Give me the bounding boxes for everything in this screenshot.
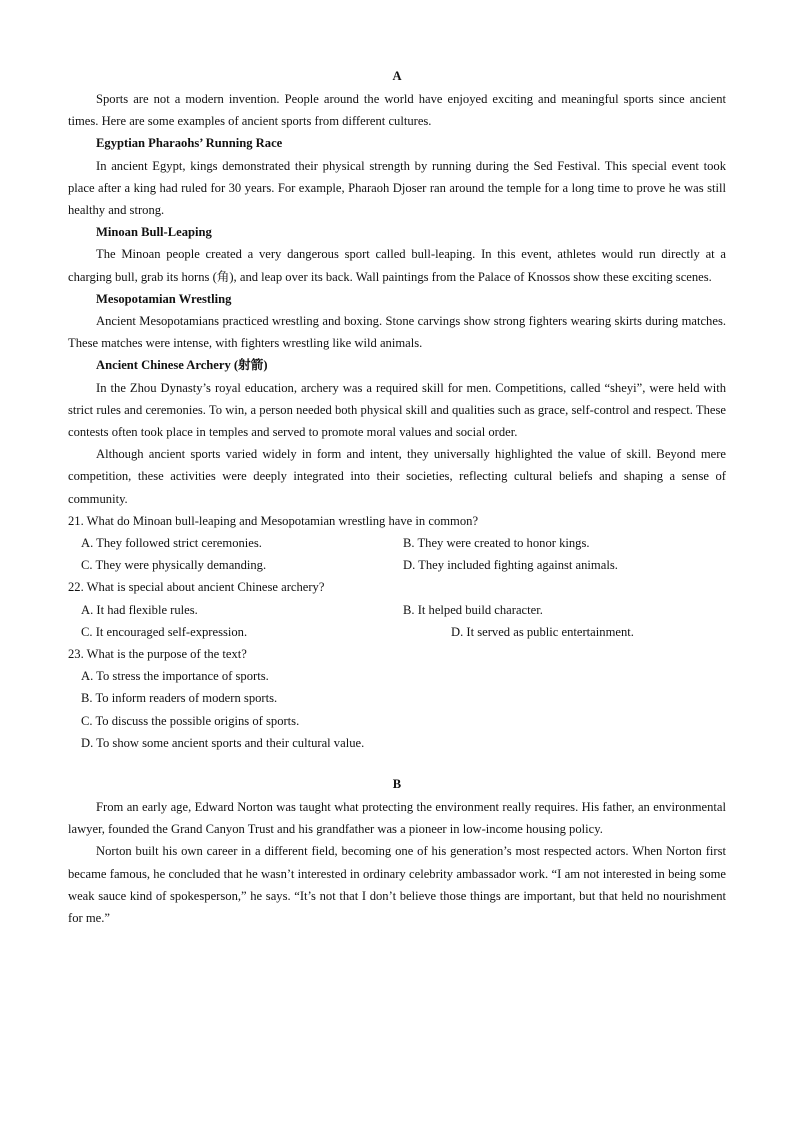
question-23-option-b[interactable]: B. To inform readers of modern sports. xyxy=(81,691,278,706)
question-23-option-c[interactable]: C. To discuss the possible origins of sports. xyxy=(81,713,300,728)
section-title-minoan: Minoan Bull-Leaping xyxy=(96,225,212,240)
passage-a-intro: Sports are not a modern invention. People around the world have enjoyed exciting and meaningful sports since ancient times. Here are some examples of ancient sports from different cultures. xyxy=(68,92,726,129)
section-spacer xyxy=(68,754,726,774)
question-21-option-d[interactable]: D. They included fighting against animals. xyxy=(403,558,618,573)
question-21-option-c[interactable]: C. They were physically demanding. xyxy=(81,558,267,573)
exam-page xyxy=(68,66,726,929)
passage-b-paragraph-1: From an early age, Edward Norton was taught what protecting the environment really requires. His father, an environmental lawyer, founded the Grand Canyon Trust and his grandfather was a pioneer in low-income housing policy. xyxy=(68,800,726,837)
question-23-option-a[interactable]: A. To stress the importance of sports. xyxy=(81,669,269,684)
section-text-egypt: In ancient Egypt, kings demonstrated their physical strength by running during the Sed Festival. This special event took place after a king had ruled for 30 years. For example, Pharaoh Djoser ran around the temple for a long time to prove he was still healthy and strong. xyxy=(68,158,726,218)
passage-a-conclusion: Although ancient sports varied widely in form and intent, they universally highlighted the value of skill. Beyond mere competition, these activities were deeply integrated into their societies, reflecting cultural beliefs and shaping a sense of community. xyxy=(68,447,726,506)
question-22-options-row-2 xyxy=(68,621,726,643)
question-22-option-c[interactable]: C. It encouraged self-expression. xyxy=(81,624,248,639)
section-text-china: In the Zhou Dynasty’s royal education, archery was a required skill for men. Competitions, called “sheyi”, were held with strict rules and ceremonies. To win, a person needed both physical skill and qualities such as grace, self-control and respect. These contests often took place in temples and served to promote moral values and social order. xyxy=(68,380,726,440)
question-21-options-row-2 xyxy=(68,554,726,576)
passage-b-paragraph-2: Norton built his own career in a different field, becoming one of his generation’s most respected actors. When Norton first became famous, he concluded that he wasn’t interested in ordinary celebrity ambassador work. “I am not interested in being some weak sauce kind of spokesperson,” he says. “It’s not that I don’t believe those things are important, but that held no nourishment for me.” xyxy=(68,844,726,926)
question-22-option-a[interactable]: A. It had flexible rules. xyxy=(81,602,198,617)
section-title-egypt: Egyptian Pharaohs’ Running Race xyxy=(96,136,283,151)
section-title-china: Ancient Chinese Archery (射箭) xyxy=(96,358,268,373)
question-21-option-a[interactable]: A. They followed strict ceremonies. xyxy=(81,536,262,551)
question-22-options-row-1 xyxy=(68,599,726,621)
question-21-stem: 21. What do Minoan bull-leaping and Mesopotamian wrestling have in common? xyxy=(68,513,479,528)
section-text-minoan: The Minoan people created a very dangerous sport called bull-leaping. In this event, athletes would run directly at a charging bull, grab its horns (角), and leap over its back. Wall paintings from the Palace of Knossos show these exciting scenes. xyxy=(68,247,726,284)
question-22-option-b[interactable]: B. It helped build character. xyxy=(403,602,543,617)
section-title-mesopotamia: Mesopotamian Wrestling xyxy=(96,291,232,306)
section-text-mesopotamia: Ancient Mesopotamians practiced wrestling and boxing. Stone carvings show strong fighters wearing skirts during matches. These matches were intense, with fighters wrestling like wild animals. xyxy=(68,314,726,351)
question-23-option-d[interactable]: D. To show some ancient sports and their cultural value. xyxy=(81,735,365,750)
question-23-stem: 23. What is the purpose of the text? xyxy=(68,647,247,662)
passage-b-heading: B xyxy=(392,777,402,792)
question-22-option-d[interactable]: D. It served as public entertainment. xyxy=(451,624,634,639)
question-22-stem: 22. What is special about ancient Chinese archery? xyxy=(68,580,325,595)
question-21-option-b[interactable]: B. They were created to honor kings. xyxy=(403,536,590,551)
passage-a-heading: A xyxy=(392,69,402,83)
question-21-options-row-1 xyxy=(68,532,726,554)
